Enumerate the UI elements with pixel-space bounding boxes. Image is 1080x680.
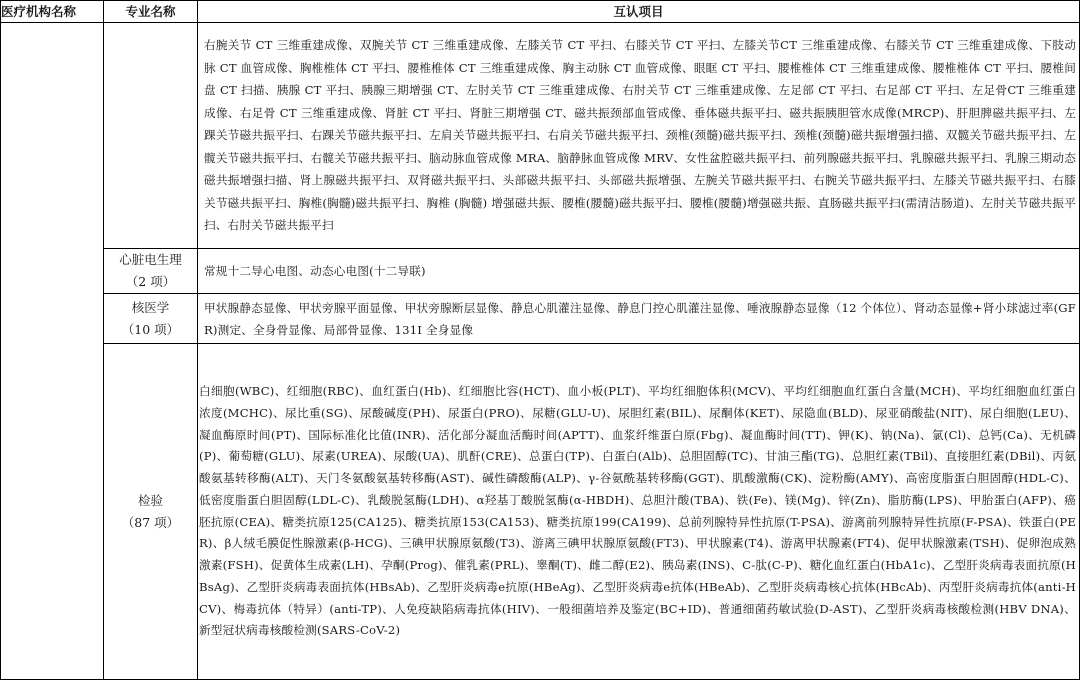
table-row-ecg (1, 249, 1080, 294)
table-row-imaging (1, 23, 1080, 249)
header-specialty: 专业名称 (104, 1, 198, 23)
header-row (1, 1, 1080, 23)
items-cell-ecg: 常规十二导心电图、动态心电图(十二导联) (198, 249, 1080, 294)
specialty-count: （10 项） (121, 321, 180, 337)
specialty-name: 心脏电生理 (119, 252, 182, 267)
specialty-cell-imaging (104, 23, 198, 249)
table-row-nuclear-medicine (1, 294, 1080, 344)
items-cell-imaging: 右腕关节 CT 三维重建成像、双腕关节 CT 三维重建成像、左膝关节 CT 平扫、右膝关节 CT 平扫、左膝关节CT 三维重建成像、右膝关节 CT 三维重建成像、下肢动脉 CT 血管成像、胸椎椎体 CT 平扫、腰椎椎体 CT 三维重建成像、胸主动脉 CT 血管成像、眼眶 CT 平扫、腰椎椎体 CT 三维重建成像、腰椎椎体 CT 平扫、腰椎间盘 CT 扫描、胰腺 CT 平扫、胰腺三期增强 CT、左肘关节 CT 三维重建成像、右肘关节 CT 三维重建成像、左足部 CT 平扫、右足部 CT 平扫、左足骨CT 三维重建成像、右足骨 CT 三维重建成像、肾脏 CT 平扫、肾脏三期增强 CT、磁共振颈部血管成像、垂体磁共振平扫、磁共振胰胆管水成像(MRCP)、肝胆脾磁共振平扫、左踝关节磁共振平扫、右踝关节磁共振平扫、左肩关节磁共振平扫、右肩关节磁共振平扫、颈椎(颈髓)磁共振平扫、颈椎(颈髓)磁共振增强扫描、双髋关节磁共振平扫、左髋关节磁共振平扫、右髋关节磁共振平扫、脑动脉血管成像 MRA、脑静脉血管成像 MRV、女性盆腔磁共振平扫、前列腺磁共振平扫、乳腺磁共振平扫、乳腺三期动态磁共振增强扫描、肾上腺磁共振平扫、双肾磁共振平扫、头部磁共振平扫、头部磁共振增强、左腕关节磁共振平扫、右腕关节磁共振平扫、左膝关节磁共振平扫、右膝关节磁共振平扫、胸椎(胸髓)磁共振平扫、胸椎 (胸髓) 增强磁共振、腰椎(腰髓)磁共振平扫、腰椎(腰髓)增强磁共振、直肠磁共振平扫(需清洁肠道)、左肘关节磁共振平扫、右肘关节磁共振平扫 (198, 23, 1080, 249)
specialty-name: 核医学 (131, 299, 170, 315)
specialty-cell-ecg (104, 249, 198, 294)
header-institution: 医疗机构名称 (1, 1, 104, 23)
specialty-name: 检验 (137, 492, 163, 508)
specialty-count: （87 项） (121, 514, 180, 530)
items-cell-lab: 白细胞(WBC)、红细胞(RBC)、血红蛋白(Hb)、红细胞比容(HCT)、血小板(PLT)、平均红细胞体积(MCV)、平均红细胞血红蛋白含量(MCH)、平均红细胞血红蛋白浓度(MCHC)、尿比重(SG)、尿酸碱度(PH)、尿蛋白(PRO)、尿糖(GLU-U)、尿胆红素(BIL)、尿酮体(KET)、尿隐血(BLD)、尿亚硝酸盐(NIT)、尿白细胞(LEU)、凝血酶原时间(PT)、国际标准化比值(INR)、活化部分凝血活酶时间(APTT)、血浆纤维蛋白原(Fbg)、凝血酶时间(TT)、钾(K)、钠(Na)、氯(Cl)、总钙(Ca)、无机磷(P)、葡萄糖(GLU)、尿素(UREA)、尿酸(UA)、肌酐(CRE)、总蛋白(TP)、白蛋白(Alb)、总胆固醇(TC)、甘油三酯(TG)、总胆红素(TBil)、直接胆红素(DBil)、丙氨酸氨基转移酶(ALT)、天门冬氨酸氨基转移酶(AST)、碱性磷酸酶(ALP)、γ-谷氨酰基转移酶(GGT)、肌酸激酶(CK)、淀粉酶(AMY)、高密度脂蛋白胆固醇(HDL-C)、低密度脂蛋白胆固醇(LDL-C)、乳酸脱氢酶(LDH)、α羟基丁酸脱氢酶(α-HBDH)、总胆汁酸(TBA)、铁(Fe)、镁(Mg)、锌(Zn)、脂肪酶(LPS)、甲胎蛋白(AFP)、癌胚抗原(CEA)、糖类抗原125(CA125)、糖类抗原153(CA153)、糖类抗原199(CA199)、总前列腺特异性抗原(T-PSA)、游离前列腺特异性抗原(F-PSA)、铁蛋白(PER)、β人绒毛膜促性腺激素(β-HCG)、三碘甲状腺原氨酸(T3)、游离三碘甲状腺原氨酸(FT3)、甲状腺素(T4)、游离甲状腺素(FT4)、促甲状腺激素(TSH)、促卵泡成熟激素(FSH)、促黄体生成素(LH)、孕酮(Prog)、催乳素(PRL)、睾酮(T)、雌二醇(E2)、胰岛素(INS)、C-肽(C-P)、糖化血红蛋白(HbA1c)、乙型肝炎病毒表面抗原(HBsAg)、乙型肝炎病毒表面抗体(HBsAb)、乙型肝炎病毒e抗原(HBeAg)、乙型肝炎病毒e抗体(HBeAb)、乙型肝炎病毒核心抗体(HBcAb)、丙型肝炎病毒抗体(anti-HCV)、梅毒抗体（特异）(anti-TP)、人免疫缺陷病毒抗体(HIV)、一般细菌培养及鉴定(BC+ID)、普通细菌药敏试验(D-AST)、乙型肝炎病毒核酸检测(HBV DNA)、新型冠状病毒核酸检测(SARS-CoV-2) (198, 344, 1080, 680)
header-items: 互认项目 (198, 1, 1080, 23)
specialty-count: （2 项） (125, 274, 176, 289)
specialty-cell-nuclear (104, 294, 198, 344)
institution-cell (1, 23, 104, 680)
items-cell-nuclear: 甲状腺静态显像、甲状旁腺平面显像、甲状旁腺断层显像、静息心肌灌注显像、静息门控心肌灌注显像、唾液腺静态显像（12 个体位）、肾动态显像+肾小球滤过率(GFR)测定、全身骨显像、局部骨显像、131I 全身显像 (198, 294, 1080, 344)
table-row-laboratory (1, 344, 1080, 680)
specialty-cell-lab (104, 344, 198, 680)
